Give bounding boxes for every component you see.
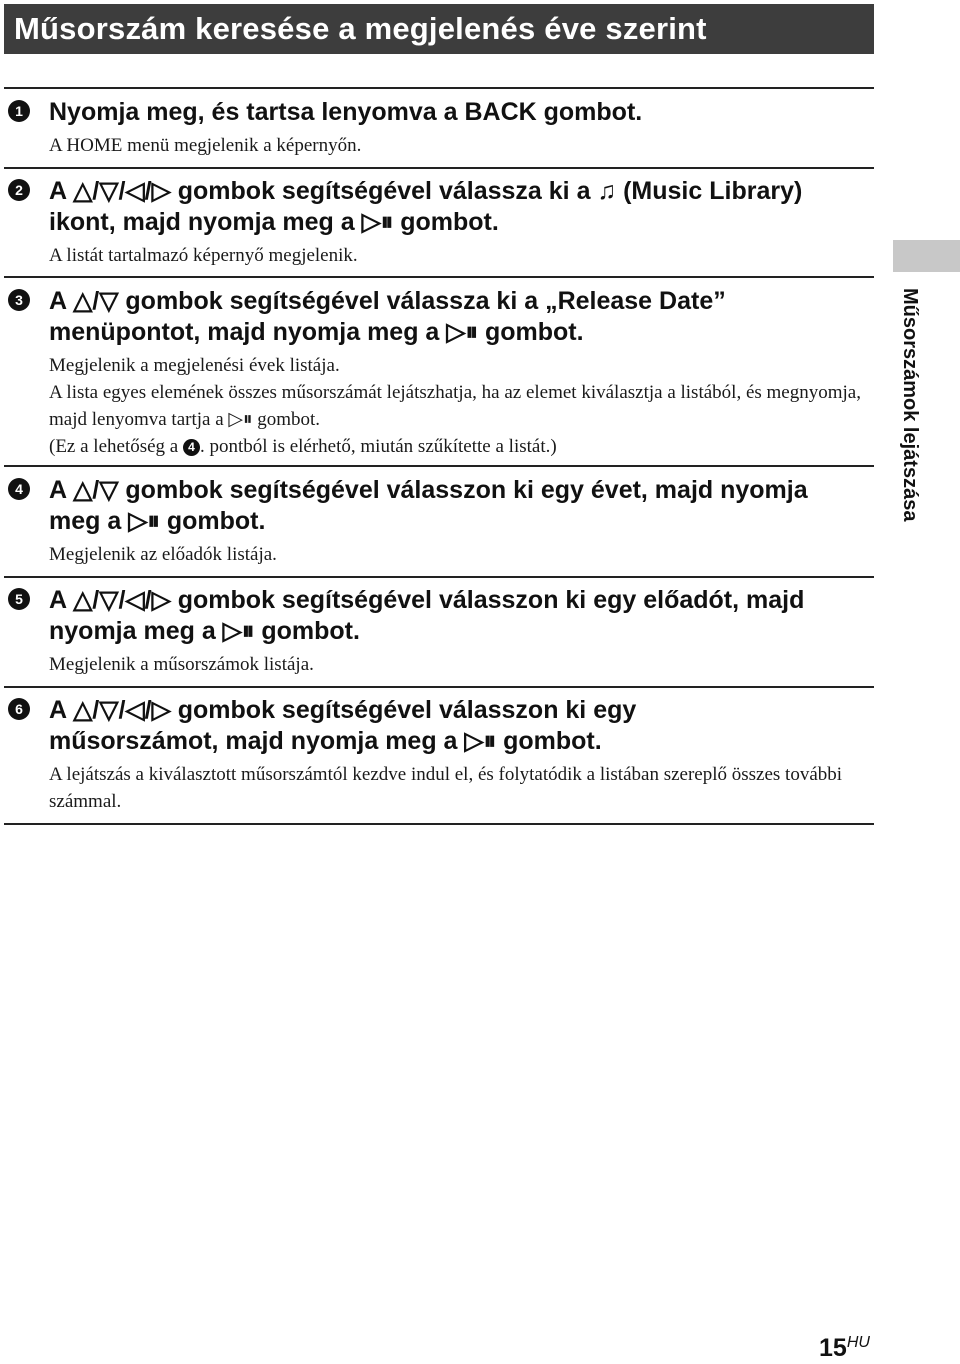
page-title-bar: [4, 4, 874, 54]
step-description: Megjelenik a megjelenési évek listája.: [49, 355, 340, 376]
page-number-value: 15: [819, 1334, 847, 1362]
step-heading: A △/▽ gombok segítségével válassza ki a „Release Date” menüpontot, majd nyomja meg a ▷⏸ gombot.: [49, 287, 726, 346]
step-description: Megjelenik az előadók listája.: [49, 544, 277, 565]
step-heading: A △/▽/◁/▷ gombok segítségével válassza ki a ♫ (Music Library) ikont, majd nyomja meg a ▷⏸ gombot.: [49, 177, 803, 236]
divider: [4, 276, 874, 278]
step-number-badge: 1: [8, 100, 30, 122]
step-number-badge: 3: [8, 289, 30, 311]
step-2: [0, 176, 880, 269]
step-description: A listát tartalmazó képernyő megjelenik.: [49, 245, 358, 266]
note-suffix: . pontból is elérhető, miután szűkítette a listát.): [199, 436, 557, 457]
step-description: A HOME menü megjelenik a képernyőn.: [49, 135, 362, 156]
step-4: [0, 475, 880, 568]
step-number-badge: 2: [8, 179, 30, 201]
divider: [4, 576, 874, 578]
step-heading: A △/▽/◁/▷ gombok segítségével válasszon ki egy előadót, majd nyomja meg a ▷⏸ gombot.: [49, 586, 805, 645]
divider: [4, 686, 874, 688]
step-description: A lista egyes elemének összes műsorszámát lejátszhatja, ha az elemet kiválasztja a listából, és megnyomja, majd lenyomva tartja a ▷⏸ gombot.: [49, 382, 861, 430]
page-number: [819, 1334, 870, 1363]
step-number-badge: 6: [8, 698, 30, 720]
page-title: Műsorszám keresése a megjelenés éve szerint: [14, 11, 707, 46]
divider: [4, 823, 874, 825]
step-heading: Nyomja meg, és tartsa lenyomva a BACK gombot.: [49, 98, 643, 126]
step-heading: A △/▽ gombok segítségével válasszon ki egy évet, majd nyomja meg a ▷⏸ gombot.: [49, 476, 808, 535]
step-3: [0, 286, 880, 460]
page-language-suffix: HU: [846, 1334, 870, 1351]
step-reference-badge: 4: [183, 439, 200, 456]
step-description: A lejátszás a kiválasztott műsorszámtól kezdve indul el, és folytatódik a listában szereplő összes további számmal.: [49, 764, 843, 812]
step-number-badge: 4: [8, 478, 30, 500]
step-1: [0, 97, 880, 159]
step-description: Megjelenik a műsorszámok listája.: [49, 654, 314, 675]
section-tab-marker: [893, 240, 960, 272]
note-prefix: (Ez a lehetőség a: [49, 436, 179, 457]
divider: [4, 465, 874, 467]
step-6: [0, 695, 880, 815]
divider: [4, 87, 874, 89]
step-number-badge: 5: [8, 588, 30, 610]
divider: [4, 167, 874, 169]
step-5: [0, 585, 880, 678]
step-heading: A △/▽/◁/▷ gombok segítségével válasszon ki egy műsorszámot, majd nyomja meg a ▷⏸ gombot.: [49, 696, 637, 755]
step-note: [49, 433, 880, 460]
section-side-label: Műsorszámok lejátszása: [899, 288, 921, 522]
